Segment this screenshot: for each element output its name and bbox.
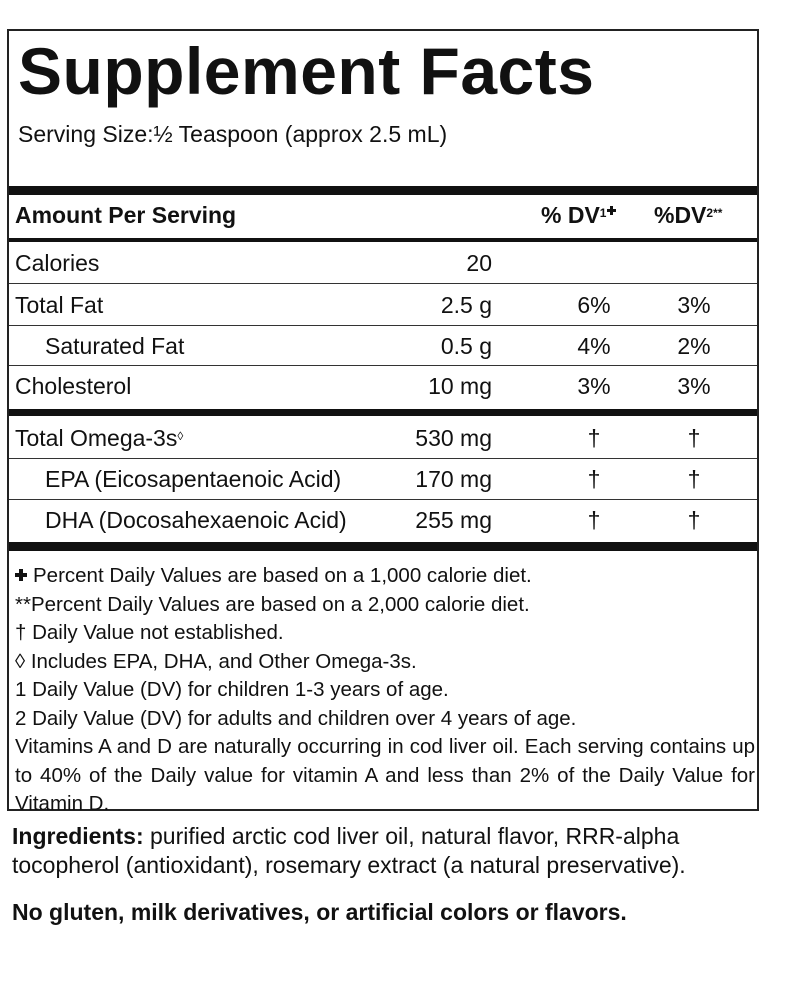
row-saturated-fat-dv2: 2% — [677, 333, 711, 359]
row-divider — [9, 325, 757, 326]
row-dha-dv1: † — [587, 507, 601, 533]
row-total-omega3-amount: 530 mg — [415, 425, 492, 451]
row-saturated-fat-amount: 0.5 g — [440, 333, 492, 359]
footnote-1000-calorie — [15, 562, 755, 591]
row-total-omega3-label: Total Omega-3s — [15, 425, 178, 451]
header-dv2 — [654, 200, 722, 230]
row-dha-name: DHA (Docosahexaenoic Acid) — [45, 507, 347, 533]
panel-title: Supplement Facts — [18, 34, 595, 108]
thick-divider-bottom — [9, 542, 757, 551]
row-cholesterol-amount: 10 mg — [428, 373, 492, 399]
row-dha-amount: 255 mg — [415, 507, 492, 533]
row-cholesterol-dv1: 3% — [577, 373, 611, 399]
ingredients-label: Ingredients: — [12, 823, 144, 849]
row-total-omega3-dv1: † — [587, 425, 601, 451]
row-total-fat-dv1: 6% — [577, 292, 611, 318]
row-divider — [9, 283, 757, 284]
row-saturated-fat-dv1: 4% — [577, 333, 611, 359]
ingredients — [12, 822, 757, 880]
thick-divider-top — [9, 186, 757, 195]
row-divider — [9, 458, 757, 459]
header-dv1-label: % DV — [541, 202, 600, 228]
row-total-fat-amount: 2.5 g — [440, 292, 492, 318]
footnote-2000-calorie: **Percent Daily Values are based on a 2,000 calorie diet. — [15, 592, 530, 616]
row-total-fat-name: Total Fat — [15, 292, 104, 318]
header-amount-per-serving: Amount Per Serving — [15, 202, 237, 228]
row-divider — [9, 365, 757, 366]
medium-divider — [9, 238, 757, 242]
row-calories-name: Calories — [15, 250, 100, 276]
header-dv1-sup: 1 — [599, 206, 607, 220]
row-total-fat-dv2: 3% — [677, 292, 711, 318]
footnote-dv1: 1 Daily Value (DV) for children 1-3 years of age. — [15, 678, 449, 701]
row-epa-dv2: † — [687, 466, 701, 492]
row-total-omega3-dv2: † — [687, 425, 701, 451]
row-total-omega3-name — [15, 423, 183, 453]
footnote-1000-calorie-text: Percent Daily Values are based on a 1,000 calorie diet. — [33, 564, 532, 587]
supplement-facts-panel — [7, 29, 759, 815]
row-divider — [9, 499, 757, 500]
thick-divider-middle — [9, 409, 757, 416]
row-epa-name: EPA (Eicosapentaenoic Acid) — [45, 466, 342, 492]
row-epa-amount: 170 mg — [415, 466, 492, 492]
row-calories-amount: 20 — [466, 250, 492, 276]
footnotes — [15, 562, 755, 819]
footnote-dagger: † Daily Value not established. — [15, 621, 284, 644]
row-cholesterol-dv2: 3% — [677, 373, 711, 399]
row-cholesterol-name: Cholesterol — [15, 373, 132, 399]
row-dha-dv2: † — [687, 507, 701, 533]
row-saturated-fat-name: Saturated Fat — [45, 333, 185, 359]
header-dv2-label: %DV — [654, 202, 707, 228]
row-epa-dv1: † — [587, 466, 601, 492]
footnote-dv2: 2 Daily Value (DV) for adults and children over 4 years of age. — [15, 706, 577, 730]
allergen-claims: No gluten, milk derivatives, or artificial colors or flavors. — [12, 899, 627, 925]
ingredients-text: purified arctic cod liver oil, natural flavor, RRR-alpha tocopherol (antioxidant), rosemary extract (a natural preservative). — [12, 823, 686, 878]
footnote-omega3: ◊ Includes EPA, DHA, and Other Omega-3s. — [15, 649, 417, 673]
cross-icon — [15, 569, 27, 581]
row-total-omega3-sup: ◊ — [177, 429, 184, 443]
cross-icon — [607, 206, 616, 215]
serving-size: Serving Size:½ Teaspoon (approx 2.5 mL) — [18, 121, 448, 147]
footnote-vitamins: Vitamins A and D are naturally occurring in cod liver oil. Each serving contains up to 40% of the Daily value for vitamin A and less than 2% of the Daily Value for Vitamin D. — [15, 735, 755, 815]
header-dv2-sup: 2** — [706, 206, 723, 220]
header-dv1 — [541, 200, 616, 230]
